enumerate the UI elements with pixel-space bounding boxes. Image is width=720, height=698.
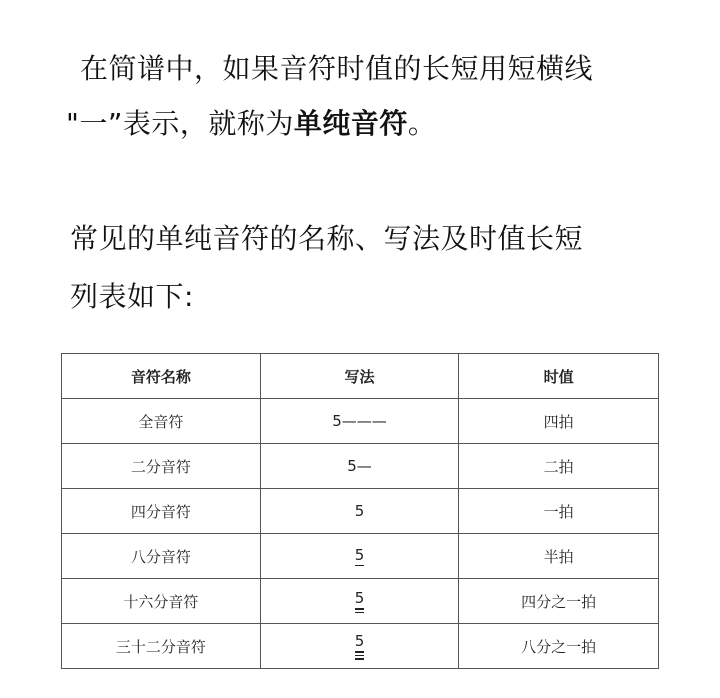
notation-text: 5 [354, 589, 365, 607]
notation-text: 5 [354, 632, 365, 651]
notation [260, 624, 459, 669]
notation [260, 534, 459, 579]
intro-line-2-suffix: 。 [407, 107, 437, 140]
notation-text: 5 [354, 502, 365, 520]
note-name: 二分音符 [62, 444, 261, 489]
lead-line-1: 常见的单纯音符的名称、写法及时值长短 [70, 222, 584, 255]
notation-text: 5——— [332, 412, 387, 430]
term-single-note: 单纯音符 [293, 107, 408, 140]
intro-line-1: 在简谱中，如果音符时值的长短用短横线 [80, 52, 594, 85]
notation [260, 579, 459, 624]
underline-mark [355, 655, 364, 657]
note-table [61, 353, 659, 669]
duration: 八分之一拍 [459, 624, 659, 669]
underline-mark [355, 612, 364, 614]
lead-line-2: 列表如下: [70, 280, 194, 313]
note-name: 十六分音符 [62, 579, 261, 624]
underline-mark [355, 658, 364, 660]
header-note-name: 音符名称 [62, 354, 261, 399]
table-row [62, 579, 659, 624]
duration: 二拍 [459, 444, 659, 489]
notation [260, 489, 459, 534]
notation [260, 444, 459, 489]
underline-mark [355, 565, 364, 567]
underline-mark [355, 608, 364, 610]
duration: 四拍 [459, 399, 659, 444]
note-name: 四分音符 [62, 489, 261, 534]
underline-mark [355, 651, 364, 653]
note-name: 八分音符 [62, 534, 261, 579]
table-header-row [62, 354, 659, 399]
notation [260, 399, 459, 444]
duration: 半拍 [459, 534, 659, 579]
table-row [62, 489, 659, 534]
header-duration: 时值 [459, 354, 659, 399]
duration: 四分之一拍 [459, 579, 659, 624]
notation-text: 5— [347, 457, 372, 475]
note-name: 全音符 [62, 399, 261, 444]
notation-text: 5 [354, 545, 365, 564]
table-row [62, 534, 659, 579]
table-row [62, 624, 659, 669]
duration: 一拍 [459, 489, 659, 534]
note-name: 三十二分音符 [62, 624, 261, 669]
intro-line-2 [66, 107, 437, 140]
table-row [62, 399, 659, 444]
header-notation: 写法 [260, 354, 459, 399]
table-row [62, 444, 659, 489]
intro-line-2-prefix: "一”表示，就称为 [66, 107, 294, 140]
